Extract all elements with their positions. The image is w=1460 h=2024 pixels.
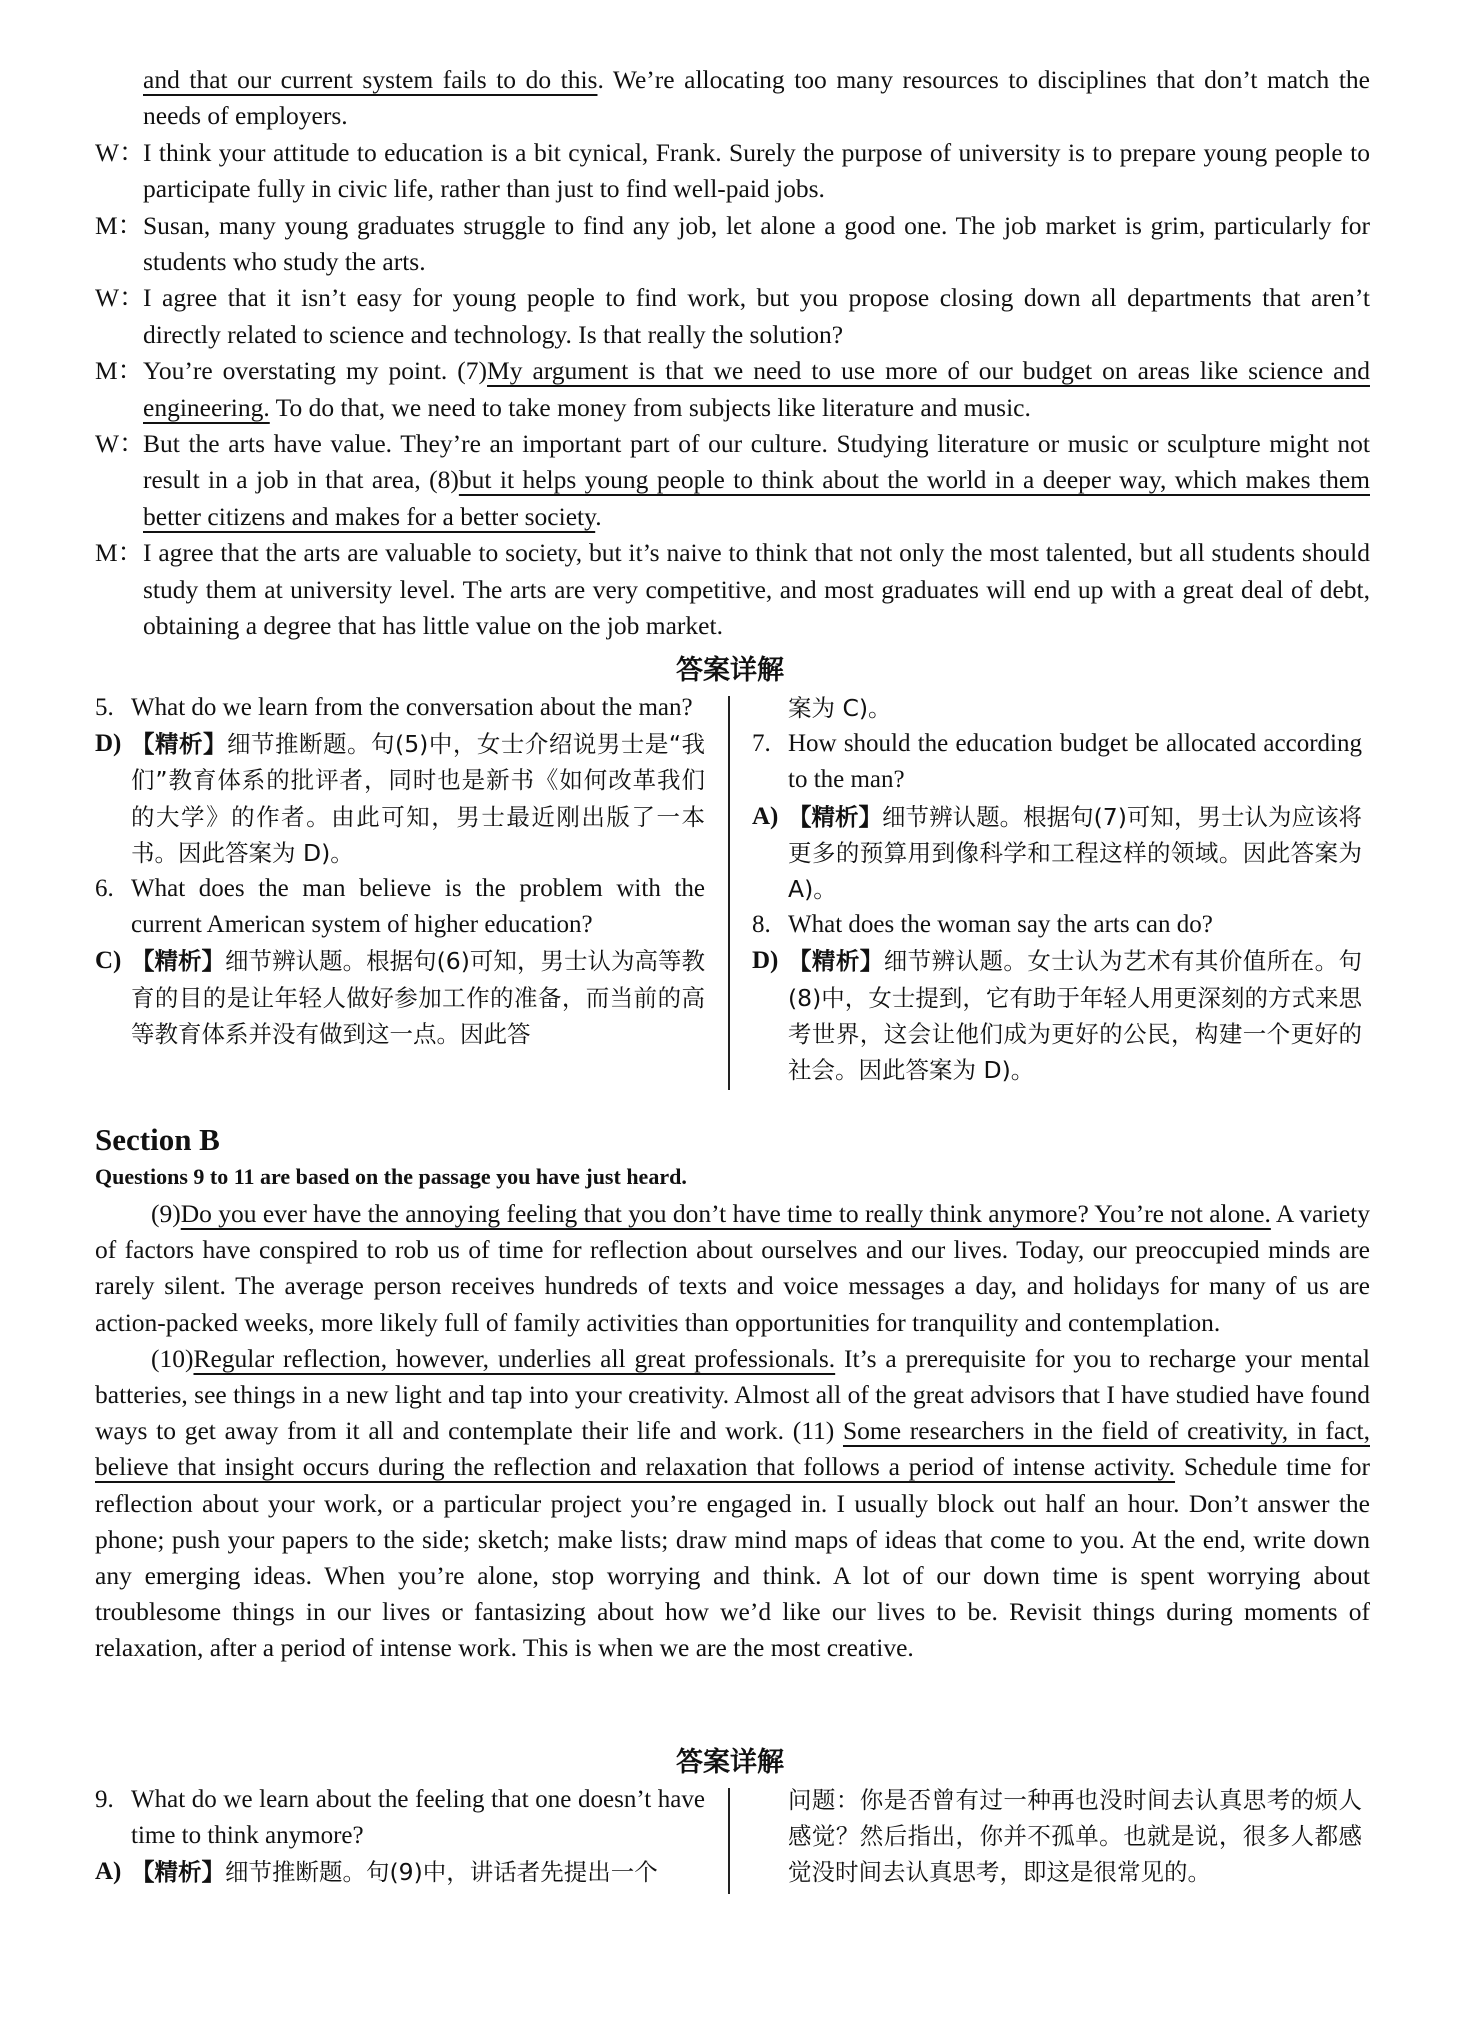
text-run: (10) [151, 1343, 194, 1373]
dialogue-text [143, 353, 1370, 426]
question-number: 7. [752, 730, 771, 758]
dialogue-line [95, 535, 1370, 644]
question-5 [95, 690, 705, 726]
question-7 [752, 726, 1362, 798]
answer-explanation: 细节辨认题。根据句(7)可知，男士认为应该将更多的预算用到像科学和工程这样的领域。因此答案为 A)。 [788, 802, 1363, 904]
section-title: Section B [95, 1122, 220, 1157]
dialogue-text [143, 208, 1370, 281]
text-run: (9) [151, 1199, 181, 1228]
question-text: What do we learn from the conversation about the man? [131, 694, 693, 721]
text-run: Schedule time for reflection about your work, or a particular project you’re engaged in. I usually block out half an hour. Don’t answer the phone; push your papers to the side; sketch; make lists; draw mind maps of ideas that come to you. At the end, write down any emerging ideas. When you’re alone, stop worrying and think. A lot of our down time is spent worrying about troublesome things in our lives or fantasizing about how we’d like our lives to be. Revisit things during moments of relaxation, after a period of intense work. This is when we are the most creative. [95, 1452, 1370, 1663]
answer-6 [95, 943, 705, 1052]
column-divider [728, 696, 730, 1090]
question-6 [95, 871, 705, 943]
text-run: . We’re allocating too many resources to disciplines that don’t match the needs of employers. [143, 65, 1370, 131]
text-run: You’re overstating my point. (7) [143, 356, 488, 386]
answer-letter: A) [95, 1858, 122, 1886]
analysis-tag: 【精析】 [788, 947, 884, 976]
question-number: 9. [95, 1786, 114, 1813]
section-subtitle: Questions 9 to 11 are based on the passage you have just heard. [95, 1164, 687, 1189]
dialogue-text [143, 426, 1370, 535]
question-text: How should the education budget be allocated according to the man? [788, 730, 1362, 794]
answer-7 [752, 799, 1362, 908]
dialogue-line [95, 426, 1370, 535]
text-run: It’s a prerequisite for you to recharge your mental batteries, see things in a new light and tap into your creativity. Almost all of the great advisors that I have studied have found ways to get away from it all and contemplate their life and work. (11) [95, 1343, 1371, 1446]
passage-paragraph [95, 1196, 1370, 1341]
question-text: What do we learn about the feeling that one doesn’t have time to think anymore? [131, 1786, 705, 1850]
underlined-key-sentence: Do you ever have the annoying feeling that you don’t have time to really think anymore? You’re not alone. [180, 1199, 1271, 1228]
text-run: But the arts have value. They’re an important part of our culture. Studying literature or music or sculpture might not result in a job in that area, (8) [143, 429, 1370, 495]
answer-letter: C) [95, 947, 122, 975]
answer-explanation: 细节辨认题。根据句(6)可知，男士认为高等教育的目的是让年轻人做好参加工作的准备，而当前的高等教育体系并没有做到这一点。因此答 [131, 947, 706, 1048]
answer-heading-2: 答案详解 [676, 1747, 784, 1778]
analysis-tag: 【精析】 [788, 802, 883, 831]
text-run: . [595, 501, 602, 531]
underlined-key-sentence: but it helps young people to think about the world in a deeper way, which makes them better citizens and makes for a better society [143, 465, 1370, 531]
answer-explanation: 细节推断题。句(5)中，女士介绍说男士是“我们”教育体系的批评者，同时也是新书《如何改革我们的大学》的作者。由此可知，男士最近刚出版了一本书。因此答案为 D)。 [131, 730, 706, 867]
dialogue-text [143, 280, 1370, 353]
answer-letter: A) [752, 802, 779, 830]
analysis-tag: 【精析】 [131, 1858, 225, 1887]
dialogue-line-continued [95, 62, 1370, 135]
answer-column-left [95, 690, 705, 1052]
answer-9-continued: 问题：你是否曾有过一种再也没时间去认真思考的烦人感觉？然后指出，你并不孤单。也就是说，很多人都感觉没时间去认真思考，即这是很常见的。 [788, 1786, 1362, 1887]
dialogue-text [143, 135, 1370, 208]
answer-6-continued: 案为 C)。 [788, 694, 892, 722]
underlined-key-sentence: Some researchers in the field of creativity, in fact, believe that insight occurs during the reflection and relaxation that follows a period of intense activity. [95, 1416, 1370, 1482]
text-run: To do that, we need to take money from subjects like literature and music. [269, 392, 1031, 422]
question-number: 8. [752, 911, 771, 939]
dialogue-line [95, 353, 1370, 426]
question-text: What does the man believe is the problem with the current American system of higher education? [131, 875, 705, 939]
listening-passage [95, 1196, 1370, 1667]
text-run: A variety of factors have conspired to rob us of time for reflection about ourselves and our lives. Today, our preoccupied minds are rarely silent. The average person receives hundreds of texts and voice messages a day, and holidays for many of us are action-packed weeks, more likely full of family activities than opportunities for tranquility and contemplation. [95, 1199, 1370, 1337]
speaker-label: W： [95, 429, 145, 459]
answer-column-right-2 [788, 1782, 1362, 1891]
speaker-label: W： [95, 137, 145, 167]
dialogue-text [143, 535, 1370, 644]
speaker-label: M： [95, 210, 144, 240]
answer-5 [95, 726, 705, 871]
dialogue-line [95, 135, 1370, 208]
answer-8 [752, 943, 1362, 1088]
underlined-key-sentence: and that our current system fails to do this [143, 65, 598, 94]
answer-explanation: 细节推断题。句(9)中，讲话者先提出一个 [225, 1858, 658, 1887]
analysis-tag: 【精析】 [131, 947, 226, 976]
passage-paragraph [95, 1341, 1370, 1667]
text-run: I agree that the arts are valuable to society, but it’s naive to think that not only the most talented, but all students should study them at university level. The arts are very competitive, and most graduates will end up with a great deal of debt, obtaining a degree that has little value on the job market. [143, 538, 1370, 641]
speaker-label: M： [95, 538, 144, 568]
analysis-tag: 【精析】 [131, 730, 228, 759]
answer-letter: D) [95, 730, 122, 758]
dialogue-transcript [95, 62, 1370, 645]
dialogue-line [95, 208, 1370, 281]
question-number: 6. [95, 875, 114, 903]
column-divider-2 [728, 1788, 730, 1894]
dialogue-line [95, 280, 1370, 353]
question-number: 5. [95, 694, 114, 721]
speaker-label: M： [95, 356, 144, 386]
answer-letter: D) [752, 947, 779, 975]
text-run: I agree that it isn’t easy for young people to find work, but you propose closing down all departments that aren’t directly related to science and technology. Is that really the solution? [143, 283, 1370, 349]
answer-column-right [752, 690, 1362, 1088]
question-text: What does the woman say the arts can do? [788, 911, 1213, 939]
underlined-key-sentence: My argument is that we need to use more of our budget on areas like science and engineering. [143, 356, 1370, 422]
text-run: I think your attitude to education is a bit cynical, Frank. Surely the purpose of university is to prepare young people to participate fully in civic life, rather than just to find well-paid jobs. [143, 137, 1370, 204]
answer-explanation: 细节辨认题。女士认为艺术有其价值所在。句(8)中，女士提到，它有助于年轻人用更深刻的方式来思考世界，这会让他们成为更好的公民，构建一个更好的社会。因此答案为 D)。 [788, 947, 1363, 1085]
underlined-key-sentence: Regular reflection, however, underlies all great professionals. [193, 1343, 836, 1373]
speaker-label: W： [95, 283, 145, 313]
answer-column-left-2 [95, 1782, 705, 1891]
text-run: Susan, many young graduates struggle to find any job, let alone a good one. The job market is grim, particularly for students who study the arts. [143, 210, 1370, 277]
question-9 [95, 1782, 705, 1854]
answer-9 [95, 1854, 705, 1890]
question-8 [752, 907, 1362, 943]
answer-heading: 答案详解 [676, 655, 784, 686]
